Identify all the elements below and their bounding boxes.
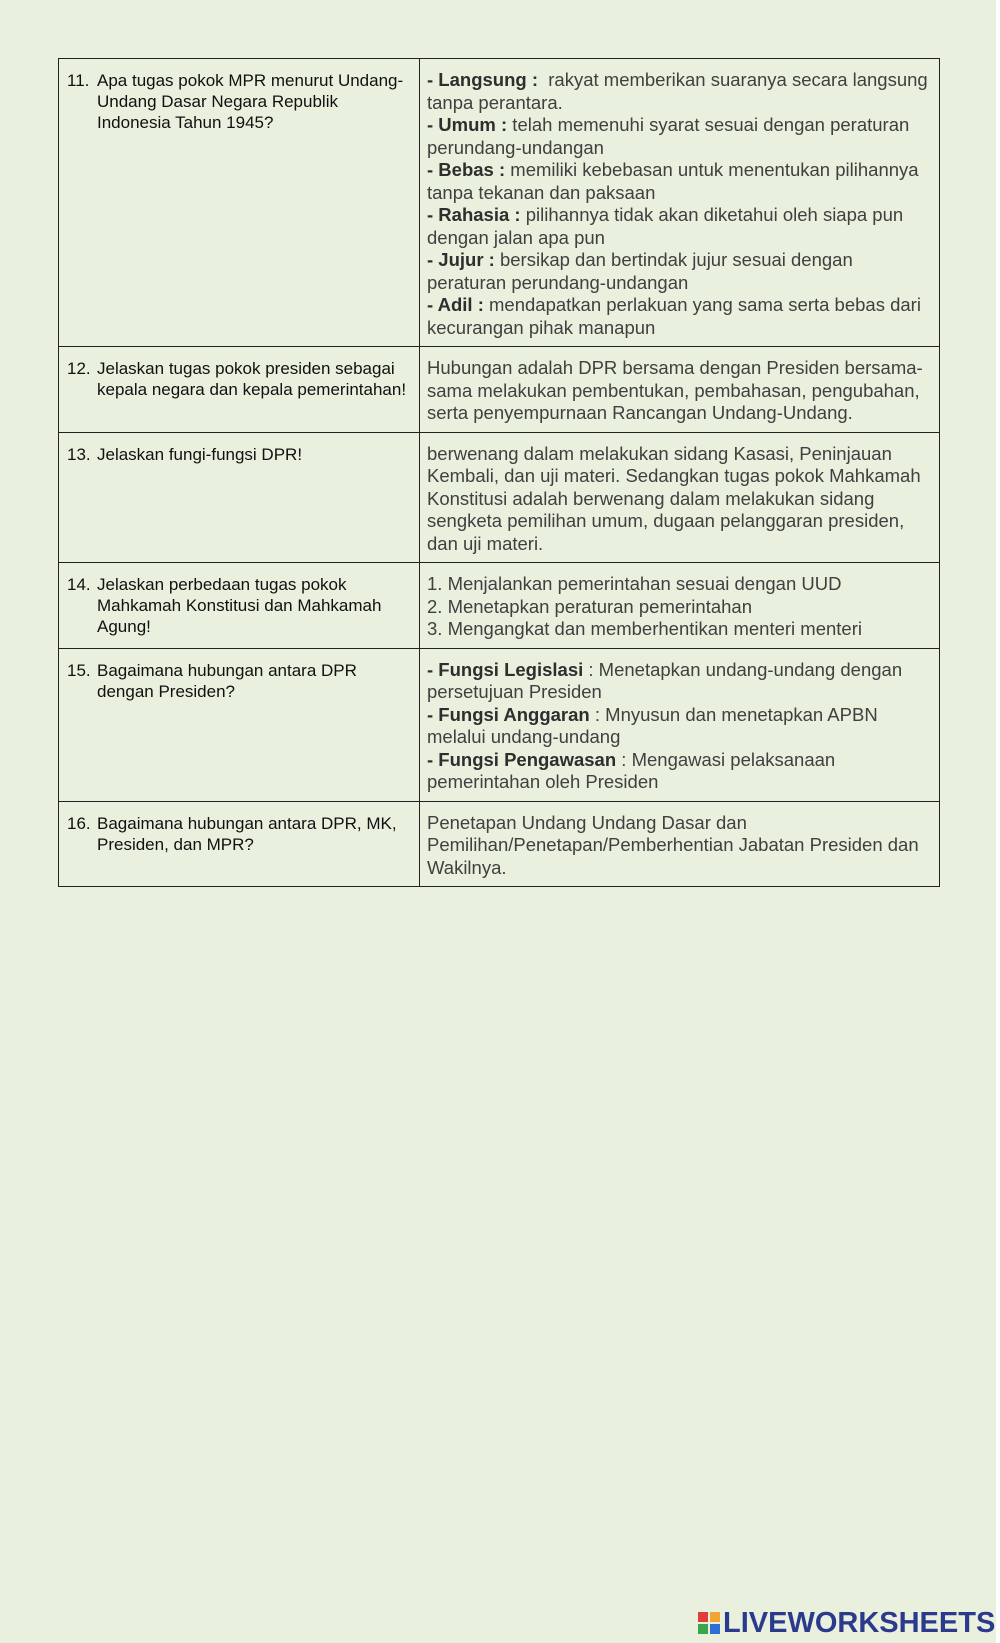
answer-cell[interactable] [420, 347, 940, 433]
answer-line-text: berwenang dalam melakukan sidang Kasasi, Peninjauan Kembali, dan uji materi. Sedangkan tugas pokok Mahkamah Konstitusi adalah berwenang dalam melakukan sidang sengketa pemilihan umum, dugaan pelanggaran presiden, dan uji materi. [427, 442, 926, 554]
answer-cell[interactable] [420, 59, 940, 347]
question-wrapper [59, 347, 419, 408]
answer-line [427, 204, 932, 249]
logo-text: LIVEWORKSHEETS [723, 1606, 996, 1639]
answer-line-label: - Fungsi Legislasi [427, 658, 584, 680]
qa-row [59, 59, 940, 347]
answer-line [427, 749, 932, 794]
answer-line-text: pilihannya tidak akan diketahui oleh siapa pun dengan jalan apa pun [427, 204, 909, 248]
qa-table [58, 58, 940, 887]
qa-row [59, 648, 940, 801]
logo-blocks-icon [698, 1612, 720, 1634]
logo-block-i [710, 1612, 720, 1622]
answer-text-area[interactable] [420, 347, 939, 432]
answer-line-text: : Menetapkan undang-undang dengan persetujuan Presiden [427, 658, 908, 702]
answer-line [427, 596, 932, 619]
question-number: 15. [67, 660, 91, 680]
answer-line [427, 812, 932, 880]
answer-line [427, 357, 932, 425]
answer-line [427, 159, 932, 204]
question-text: Bagaimana hubungan antara DPR dengan Presiden? [97, 660, 357, 701]
answer-text-area[interactable] [420, 433, 939, 563]
question-text: Jelaskan fungi-fungsi DPR! [97, 444, 303, 464]
answer-line-text: 2. Menetapkan peraturan pemerintahan [427, 595, 752, 617]
answer-line [427, 249, 932, 294]
answer-line-text: Hubungan adalah DPR bersama dengan Presiden bersama-sama melakukan pembentukan, pembahasan, pengubahan, serta penyempurnaan Rancangan Undang-Undang. [427, 357, 925, 423]
answer-line-text: telah memenuhi syarat sesuai dengan peraturan perundang-undangan [427, 114, 915, 158]
question-wrapper [59, 802, 419, 863]
question-number: 14. [67, 575, 91, 594]
logo-block-e [710, 1624, 720, 1634]
answer-line-text: mendapatkan perlakuan yang sama serta bebas dari kecurangan pihak manapun [427, 294, 927, 338]
question-text: Jelaskan tugas pokok presiden sebagai kepala negara dan kepala pemerintahan! [97, 359, 407, 399]
answer-cell[interactable] [420, 801, 940, 887]
question-wrapper [59, 59, 419, 141]
answer-cell[interactable] [420, 432, 940, 563]
question-text: Jelaskan perbedaan tugas pokok Mahkamah Konstitusi dan Mahkamah Agung! [97, 575, 382, 636]
question-cell [59, 563, 420, 649]
logo-block-v [698, 1624, 708, 1634]
answer-text-area[interactable] [420, 563, 939, 648]
answer-cell[interactable] [420, 563, 940, 649]
answer-line [427, 443, 932, 556]
answer-text-area[interactable] [420, 59, 939, 346]
question-cell [59, 59, 420, 347]
answer-line-label: - Langsung : [427, 69, 538, 90]
answer-line-label: - Rahasia : [427, 204, 521, 225]
answer-line-text: rakyat memberikan suaranya secara langsung tanpa perantara. [427, 69, 933, 113]
question-wrapper [59, 433, 419, 473]
answer-line [427, 69, 932, 114]
question-text: Bagaimana hubungan antara DPR, MK, Presiden, dan MPR? [97, 813, 397, 854]
question-cell [59, 432, 420, 563]
answer-line [427, 618, 932, 641]
page-edge-strip [996, 0, 1000, 1643]
answer-line-text: : Mnyusun dan menetapkan APBN melalui undang-undang [427, 703, 883, 747]
answer-line-label: - Fungsi Pengawasan [427, 748, 617, 770]
question-number: 12. [67, 359, 91, 378]
answer-line-label: - Umum : [427, 114, 508, 135]
answer-line-text: bersikap dan bertindak jujur sesuai dengan peraturan perundang-undangan [427, 249, 858, 293]
answer-line-text: : Mengawasi pelaksanaan pemerintahan oleh Presiden [427, 748, 841, 792]
answer-text-area[interactable] [420, 649, 939, 801]
qa-row [59, 801, 940, 887]
question-text: Apa tugas pokok MPR menurut Undang-Undang Dasar Negara Republik Indonesia Tahun 1945? [97, 71, 404, 132]
answer-line-text: 1. Menjalankan pemerintahan sesuai dengan UUD [427, 573, 842, 594]
qa-row [59, 432, 940, 563]
answer-line [427, 573, 932, 596]
question-number: 11. [67, 71, 90, 90]
question-number: 13. [67, 444, 91, 464]
question-wrapper [59, 649, 419, 710]
logo-block-l [698, 1612, 708, 1622]
answer-cell[interactable] [420, 648, 940, 801]
qa-table-body [59, 59, 940, 887]
answer-line [427, 114, 932, 159]
answer-line-text: memiliki kebebasan untuk menentukan pilihannya tanpa tekanan dan paksaan [427, 159, 924, 203]
answer-line-label: - Jujur : [427, 249, 495, 270]
question-cell [59, 801, 420, 887]
answer-line [427, 704, 932, 749]
liveworksheets-logo[interactable] [698, 1608, 995, 1638]
answer-line-text: Penetapan Undang Undang Dasar dan Pemilihan/Penetapan/Pemberhentian Jabatan Presiden dan Wakilnya. [427, 811, 924, 878]
answer-line-text: 3. Mengangkat dan memberhentikan menteri menteri [427, 618, 862, 639]
answer-line-label: - Fungsi Anggaran [427, 703, 590, 725]
answer-line [427, 294, 932, 339]
answer-text-area[interactable] [420, 802, 939, 887]
answer-line [427, 659, 932, 704]
question-number: 16. [67, 813, 91, 833]
question-wrapper [59, 563, 419, 645]
answer-line-label: - Adil : [427, 294, 484, 315]
question-cell [59, 347, 420, 433]
qa-row [59, 347, 940, 433]
question-cell [59, 648, 420, 801]
qa-row [59, 563, 940, 649]
answer-line-label: - Bebas : [427, 159, 506, 180]
